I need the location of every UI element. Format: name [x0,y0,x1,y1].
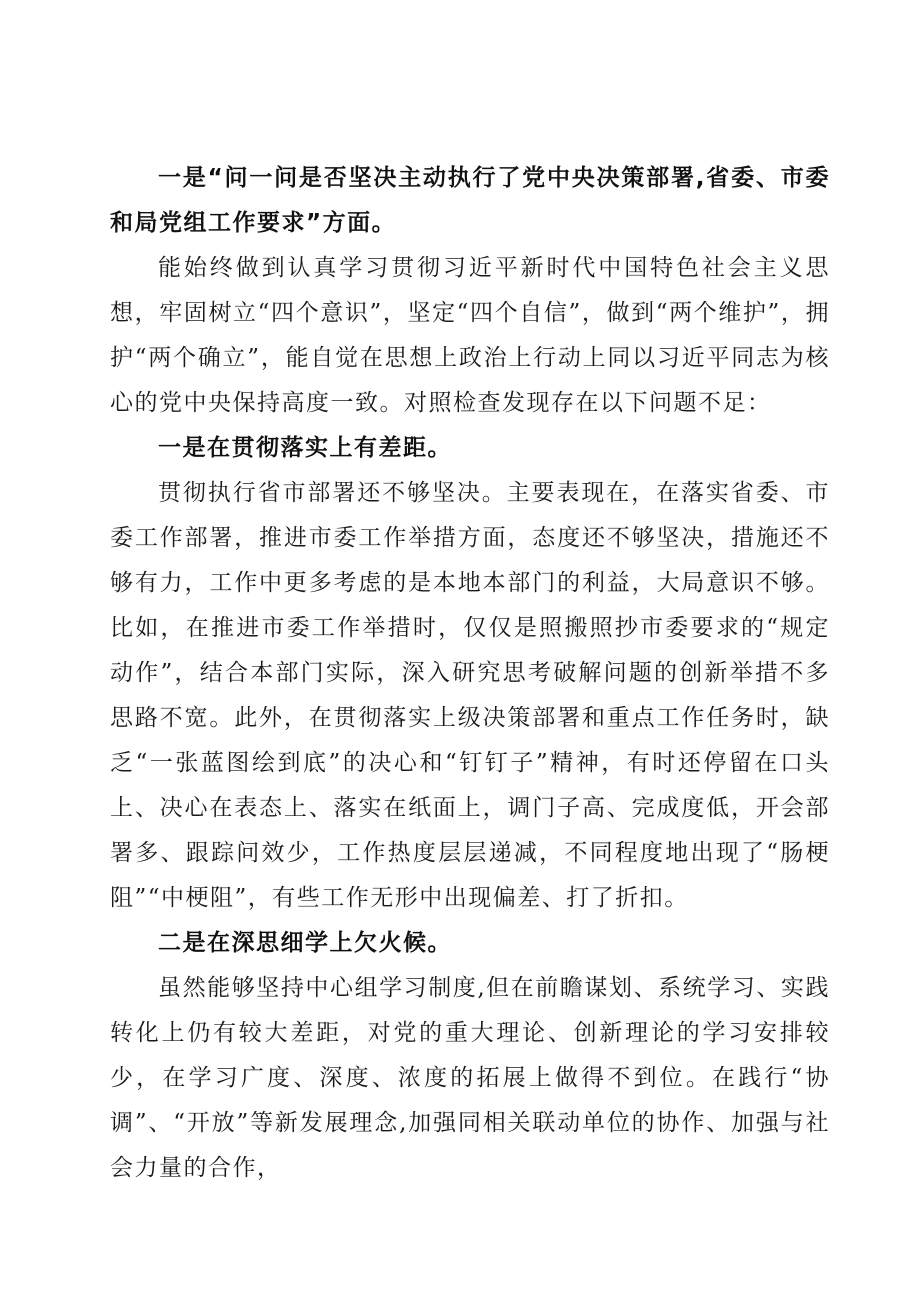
body-paragraph-1: 能始终做到认真学习贯彻习近平新时代中国特色社会主义思想，牢固树立“四个意识”，坚定“四个自信”，做到“两个维护”，拥护“两个确立”，能自觉在思想上政治上行动上同以习近平同志为核心的党中央保持高度一致。对照检查发现存在以下问题不足： [110,255,830,416]
body-paragraph-2: 贯彻执行省市部署还不够坚决。主要表现在，在落实省委、市委工作部署，推进市委工作举措方面，态度还不够坚决，措施还不够有力，工作中更多考虑的是本地本部门的利益，大局意识不够。比如，在推进市委工作举措时，仅仅是照搬照抄市委要求的“规定动作”，结合本部门实际，深入研究思考破解问题的创新举措不多思路不宽。此外，在贯彻落实上级决策部署和重点工作任务时，缺乏“一张蓝图绘到底”的决心和“钉钉子”精神，有时还停留在口头上、决心在表态上、落实在纸面上，调门子高、完成度低，开会部署多、跟踪问效少，工作热度层层递减，不同程度地出现了“肠梗阻”“中梗阻”，有些工作无形中出现偏差、打了折扣。 [110,480,830,911]
subsection-heading-1: 一是在贯彻落实上有差距。 [158,435,452,461]
section-heading-1: 一是“问一问是否坚决主动执行了党中央决策部署,省委、市委和局党组工作要求”方面。 [110,165,830,236]
body-paragraph-3: 虽然能够坚持中心组学习制度,但在前瞻谋划、系统学习、实践转化上仍有较大差距，对党的重大理论、创新理论的学习安排较少，在学习广度、深度、浓度的拓展上做得不到位。在践行“协调”、“开放”等新发展理念,加强同相关联动单位的协作、加强与社会力量的合作， [110,975,830,1181]
document-body [110,156,830,1191]
subsection-heading-2: 二是在深思细学上欠火候。 [158,930,452,956]
